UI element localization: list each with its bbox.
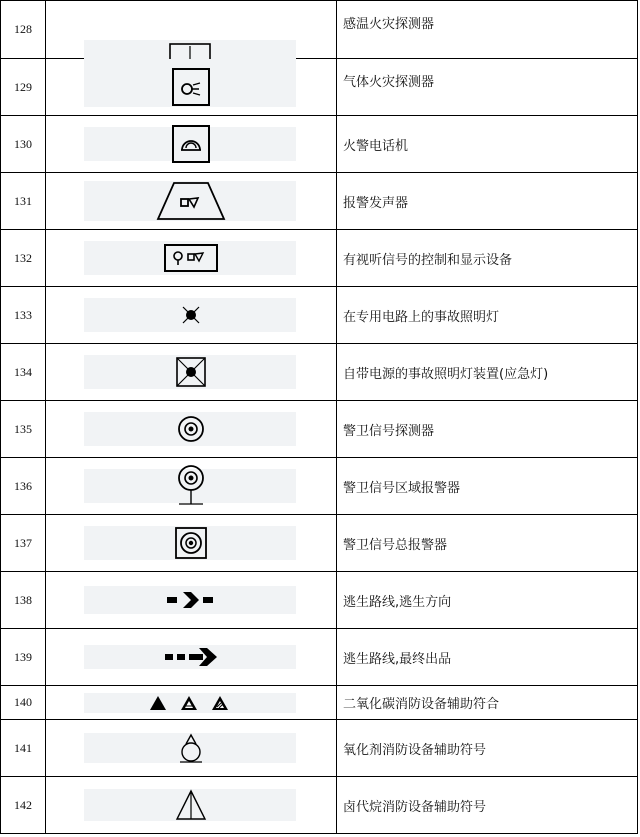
symbol-cell — [46, 230, 337, 287]
symbol-cell — [46, 777, 337, 834]
description: 警卫信号区域报警器 — [337, 458, 638, 515]
symbol-cell — [46, 173, 337, 230]
description: 在专用电路上的事故照明灯 — [337, 287, 638, 344]
security-detector-icon — [176, 414, 206, 444]
row-number: 138 — [1, 572, 46, 629]
row-number: 131 — [1, 173, 46, 230]
row-number: 129 — [1, 59, 46, 116]
table-row — [1, 686, 638, 720]
description: 感温火灾探测器 — [337, 1, 638, 59]
description: 逃生路线,最终出品 — [337, 629, 638, 686]
row-number: 133 — [1, 287, 46, 344]
row-number: 130 — [1, 116, 46, 173]
security-zone-alarm-icon — [174, 464, 208, 508]
row-number: 139 — [1, 629, 46, 686]
description: 氧化剂消防设备辅助符号 — [337, 720, 638, 777]
escape-direction-icon — [165, 590, 217, 610]
table-row — [1, 777, 638, 834]
audio-visual-control-icon — [163, 243, 219, 273]
gas-detector-icon — [171, 67, 211, 107]
table-row — [1, 116, 638, 173]
symbol-cell — [46, 629, 337, 686]
description: 警卫信号探测器 — [337, 401, 638, 458]
symbol-cell — [46, 458, 337, 515]
table-row — [1, 230, 638, 287]
symbol-cell — [46, 287, 337, 344]
table-row — [1, 629, 638, 686]
table-row — [1, 720, 638, 777]
symbol-cell — [46, 720, 337, 777]
co2-auxiliary-icon — [149, 694, 233, 712]
symbol-cell — [46, 116, 337, 173]
row-number: 140 — [1, 686, 46, 720]
description: 二氧化碳消防设备辅助符合 — [337, 686, 638, 720]
symbol-cell — [46, 401, 337, 458]
fire-telephone-icon — [171, 124, 211, 164]
symbol-cell — [46, 572, 337, 629]
description: 卤代烷消防设备辅助符号 — [337, 777, 638, 834]
row-number: 142 — [1, 777, 46, 834]
table-row — [1, 401, 638, 458]
table-row — [1, 1, 638, 59]
table-row — [1, 458, 638, 515]
security-master-alarm-icon — [174, 526, 208, 560]
table-row — [1, 59, 638, 116]
self-powered-emergency-light-icon — [175, 356, 207, 388]
table-row — [1, 287, 638, 344]
emergency-light-icon — [179, 303, 203, 327]
table-row — [1, 572, 638, 629]
description: 气体火灾探测器 — [337, 59, 638, 116]
symbol-cell — [46, 344, 337, 401]
description: 警卫信号总报警器 — [337, 515, 638, 572]
description: 有视听信号的控制和显示设备 — [337, 230, 638, 287]
row-number: 135 — [1, 401, 46, 458]
row-number: 136 — [1, 458, 46, 515]
oxidizer-auxiliary-icon — [176, 731, 206, 765]
alarm-sounder-icon — [156, 181, 226, 221]
row-number: 128 — [1, 1, 46, 59]
halon-auxiliary-icon — [175, 789, 207, 821]
table-row — [1, 173, 638, 230]
description: 报警发声器 — [337, 173, 638, 230]
symbol-cell — [46, 686, 337, 720]
description: 逃生路线,逃生方向 — [337, 572, 638, 629]
row-number: 132 — [1, 230, 46, 287]
table-row — [1, 515, 638, 572]
row-number: 141 — [1, 720, 46, 777]
symbol-cell — [46, 515, 337, 572]
symbol-cell — [46, 59, 337, 116]
description: 火警电话机 — [337, 116, 638, 173]
symbol-cell — [46, 1, 337, 59]
row-number: 134 — [1, 344, 46, 401]
table-row — [1, 344, 638, 401]
row-number: 137 — [1, 515, 46, 572]
description: 自带电源的事故照明灯装置(应急灯) — [337, 344, 638, 401]
escape-final-exit-icon — [163, 646, 219, 668]
